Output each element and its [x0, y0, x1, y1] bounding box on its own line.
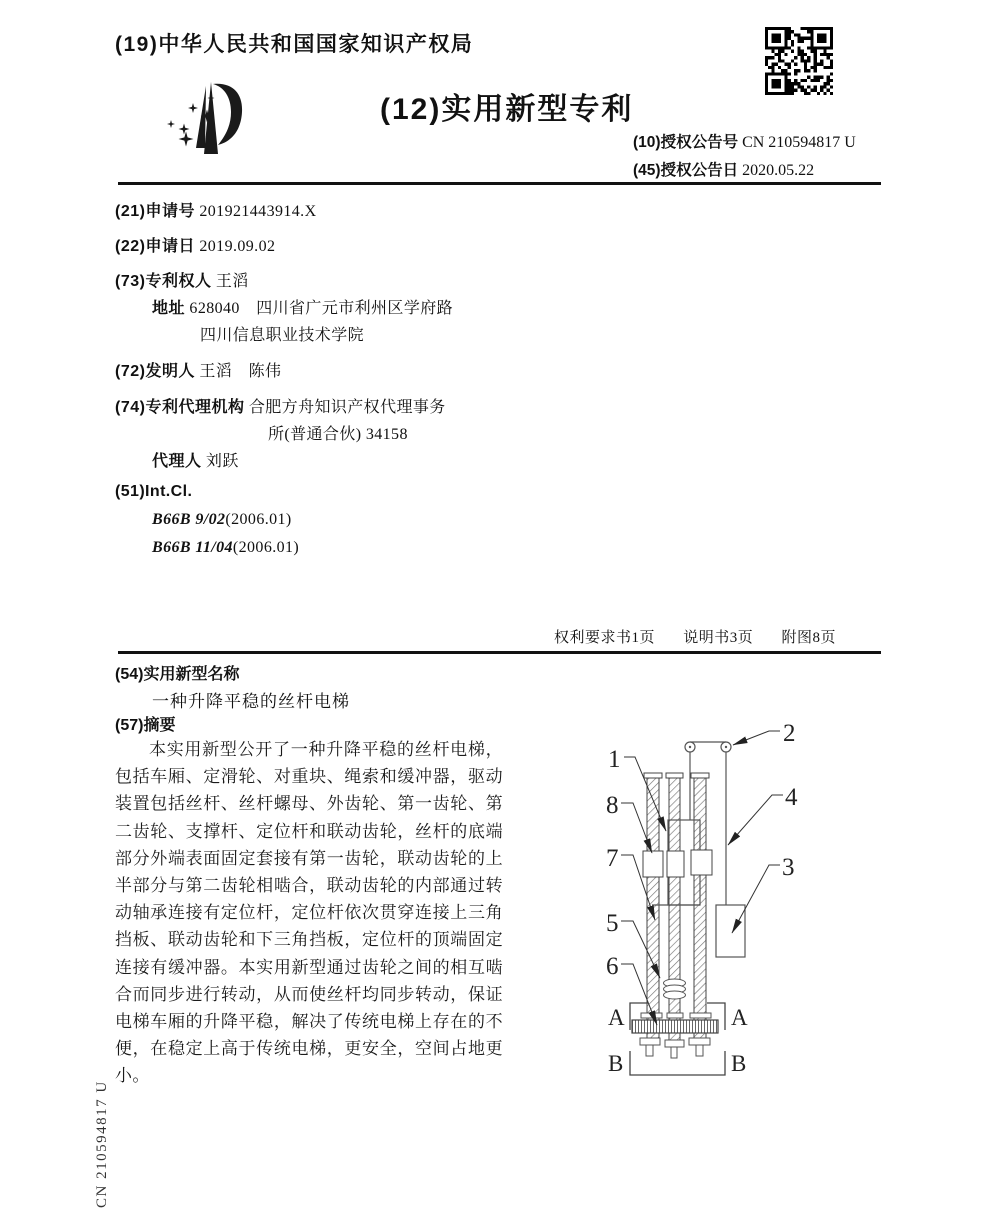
figure-label-2: 2 — [783, 720, 796, 747]
section-a-right: A — [731, 1005, 748, 1030]
application-date-label: (22)申请日 — [115, 238, 195, 255]
section-b-right: B — [731, 1051, 747, 1076]
title-section-label: (54)实用新型名称 — [115, 666, 240, 683]
figure-label-8: 8 — [606, 792, 619, 819]
application-number-value: 201921443914.X — [199, 203, 317, 220]
screw-nuts — [643, 850, 712, 877]
pub-number-label: (10)授权公告号 — [633, 134, 739, 151]
bottom-bolts — [640, 1038, 710, 1058]
intcl-code-1: B66B 9/02 — [152, 511, 226, 528]
figure-label-1: 1 — [608, 746, 621, 773]
intcl-year-1: (2006.01) — [225, 511, 292, 528]
abstract-section-label: (57)摘要 — [115, 717, 176, 734]
patentee-label: (73)专利权人 — [115, 273, 212, 290]
figures-pages: 附图8页 — [781, 630, 836, 646]
agent-label: 代理人 — [152, 453, 202, 470]
screw-rods — [644, 773, 709, 1040]
agency-value: 合肥方舟知识产权代理事务 — [248, 399, 446, 416]
figure-label-7: 7 — [606, 845, 619, 872]
address-value: 628040 四川省广元市利州区学府路 — [189, 300, 454, 317]
claims-pages: 权利要求书1页 — [553, 630, 655, 646]
logo-shapes — [167, 82, 242, 154]
pulley-rope-assembly — [685, 742, 731, 905]
address-label: 地址 — [152, 300, 186, 317]
application-date-value: 2019.09.02 — [199, 238, 276, 255]
vertical-doc-number: CN 210594817 U — [94, 1080, 110, 1208]
agency-label: (74)专利代理机构 — [115, 399, 245, 416]
linkage-gear — [632, 1020, 718, 1033]
address-value-line2: 四川信息职业技术学院 — [200, 327, 365, 344]
inventor-value: 王滔 陈伟 — [199, 363, 282, 380]
figure-label-3: 3 — [782, 854, 795, 881]
pub-date-value: 2020.05.22 — [742, 162, 815, 179]
section-b-left: B — [608, 1051, 624, 1076]
pages-count-line — [500, 626, 836, 647]
body-divider — [118, 651, 881, 654]
figure-label-4: 4 — [785, 784, 798, 811]
patent-figure — [595, 683, 865, 1115]
intcl-year-2: (2006.01) — [232, 539, 300, 556]
pub-date-label: (45)授权公告日 — [633, 162, 739, 179]
section-a-left: A — [608, 1005, 625, 1030]
patentee-value: 王滔 — [215, 273, 249, 290]
qr-code — [765, 27, 833, 95]
agency-value-line2: 所(普通合伙) 34158 — [268, 426, 408, 443]
abstract-text: 本实用新型公开了一种升降平稳的丝杆电梯，包括车厢、定滑轮、对重块、绳索和缓冲器，驱动装置包括丝杆、丝杆螺母、外齿轮、第一齿轮、第二齿轮、支撑杆、定位杆和联动齿轮，丝杆的底端部分外端表面固定套接有第一齿轮，联动齿轮的上半部分与第二齿轮相啮合，联动齿轮的内部通过转动轴承连接有定位杆，定位杆依次贯穿连接上三角挡板、联动齿轮和下三角挡板，定位杆的顶端固定连接有缓冲器。本实用新型通过齿轮之间的相互啮合而同步进行转动，从而使丝杆均同步转动，保证电梯车厢的升降平稳，解决了传统电梯上存在的不便，在稳定上高于传统电梯，更安全，空间占地更小。 — [115, 740, 503, 1086]
wing-nut — [664, 979, 686, 999]
agent-value: 刘跃 — [205, 453, 239, 470]
inventor-label: (72)发明人 — [115, 363, 195, 380]
intcl-label: (51)Int.Cl. — [115, 483, 193, 500]
intcl-code-2: B66B 11/04 — [152, 539, 233, 556]
pub-number-value: CN 210594817 U — [742, 134, 856, 151]
document-type-title: (12)实用新型专利 — [380, 93, 634, 126]
patent-title: 一种升降平稳的丝杆电梯 — [152, 692, 350, 711]
description-pages: 说明书3页 — [683, 630, 754, 646]
gear-plates — [641, 1013, 711, 1018]
counterweight-block — [716, 905, 745, 957]
application-number-label: (21)申请号 — [115, 203, 195, 220]
figure-label-6: 6 — [606, 953, 619, 980]
figure-label-5: 5 — [606, 910, 619, 937]
patent-office-line: (19)中华人民共和国国家知识产权局 — [115, 33, 474, 56]
cnipa-logo — [135, 78, 285, 163]
header-divider — [118, 182, 881, 185]
